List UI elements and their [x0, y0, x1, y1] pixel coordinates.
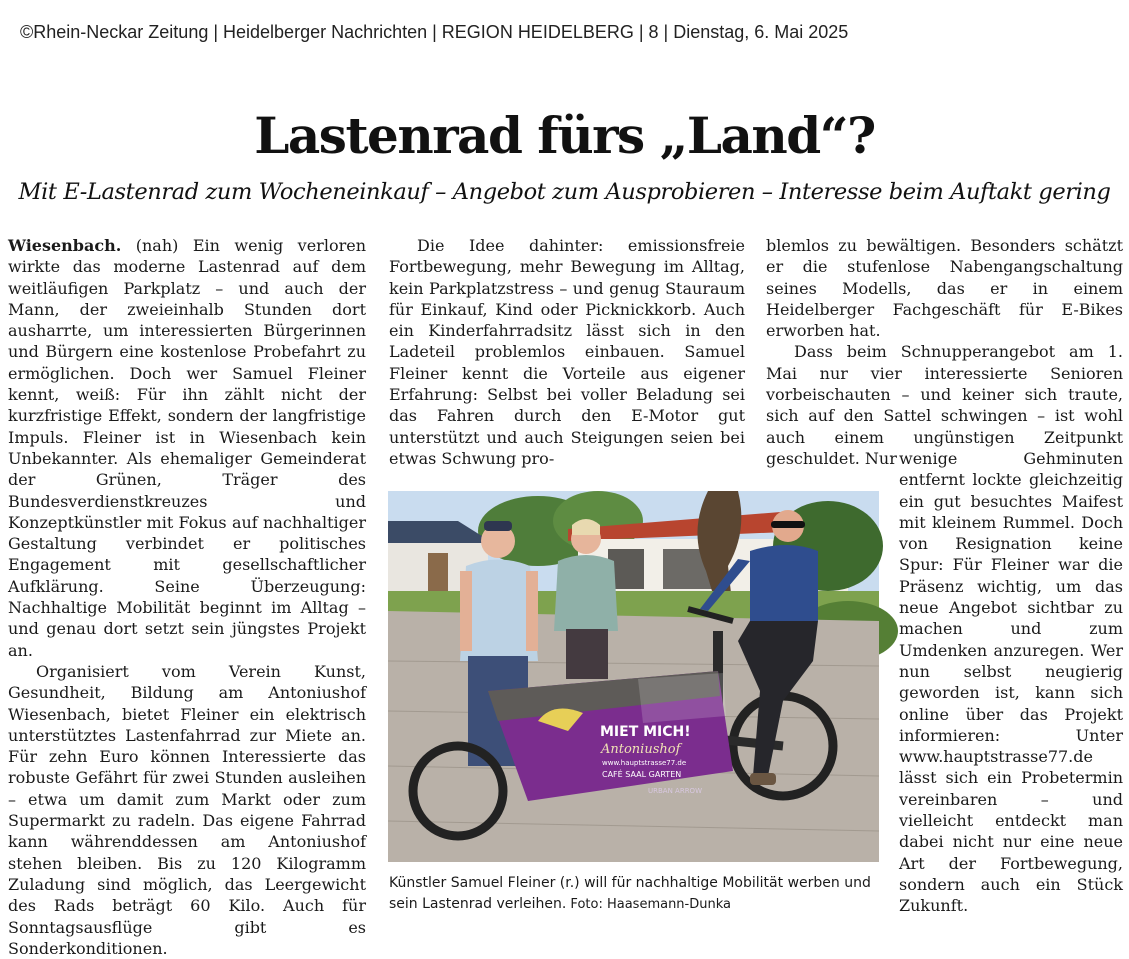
paragraph-4: blemlos zu bewältigen. Besonders schätzt er die stufenlose Nabengangschaltung seines Modells, das er in einem Heidelberger Fachgeschäft für E-Bikes erworben hat. — [766, 236, 1123, 341]
paragraph-3: Die Idee dahinter: emissionsfreie Fortbewegung, mehr Bewegung im Alltag, kein Parkplatzstress – und genug Stauraum für Einkauf, Kind oder Picknickkorb. Auch ein Kinderfahrradsitz lässt sich in den Ladeteil problemlos einbauen. Samuel Fleiner kennt die Vorteile aus eigener Erfahrung: Selbst bei voller Beladung sei das Fahren durch den E-Motor gut unterstützt und auch Steigungen seien bei etwas Schwung pro- — [389, 236, 745, 468]
paragraph-2: Organisiert vom Verein Kunst, Gesundheit, Bildung am Antoniushof Wiesenbach, bietet Fleiner ein elektrisch unterstütztes Lastenfahrrad zur Miete an. Für zehn Euro können Interessierte das robuste Gefährt für zwei Stunden ausleihen – etwa um damit zum Markt oder zum Supermarkt zu radeln. Das eigene Fahrrad kann währenddessen am Antoniushof stehen bleiben. Bis zu 120 Kilogramm Zuladung sind möglich, das Leergewicht des Rads beträgt 60 Kilo. Auch für Sonntagsausflüge gibt es Sonderkonditionen. — [8, 661, 366, 958]
box-label-4: CAFÉ SAAL GARTEN — [602, 770, 682, 779]
paragraph-1 — [8, 235, 366, 661]
brand-label: URBAN ARROW — [648, 787, 702, 795]
headline: Lastenrad fürs „Land“? — [254, 106, 875, 165]
article-column-1 — [8, 235, 366, 959]
dateline: Wiesenbach. — [8, 236, 122, 255]
box-label-3: www.hauptstrasse77.de — [602, 759, 687, 767]
box-label-1: MIET MICH! — [600, 724, 691, 740]
subheadline: Mit E-Lastenrad zum Wocheneinkauf – Angebot zum Ausprobieren – Interesse beim Auftakt gering — [18, 179, 1111, 205]
article-photo — [388, 491, 879, 862]
paragraph-5-continued: wenige Gehminuten entfernt lockte gleichzeitig ein gut besuchtes Maifest mit kleinem Rummel. Doch von Resignation keine Spur: Für Fleiner war die Präsenz wichtig, um das neue Angebot sichtbar zu machen und zum Umdenken anzuregen. Wer nun selbst neugierig geworden ist, kann sich online über das Projekt informieren: Unter www.hauptstrasse77.de lässt sich ein Probetermin vereinbaren – und vielleicht entdeckt man dabei nicht nur eine neue Art der Fortbewegung, sondern auch ein Stück Zukunft. — [899, 449, 1123, 916]
photo-credit: Foto: Haasemann-Dunka — [566, 897, 731, 912]
article-column-3 — [766, 235, 1123, 469]
article-column-3-continued — [899, 448, 1123, 917]
box-label-2: Antoniushof — [601, 742, 681, 757]
paragraph-1-text: (nah) Ein wenig verloren wirkte das moderne Lastenrad auf dem weitläufigen Parkplatz – und auch der Mann, der zweieinhalb Stunden dort ausharrte, um interessierten Bürgerinnen und Bürgern eine kostenlose Probefahrt zu ermöglichen. Doch wer Samuel Fleiner kennt, weiß: Für ihn zählt nicht der kurzfristige Effekt, sondern der langfristige Impuls. Fleiner ist in Wiesenbach kein Unbekannter. Als ehemaliger Gemeinderat der Grünen, Träger des Bundesverdienstkreuzes und Konzeptkünstler mit Fokus auf nachhaltiger Gestaltung verbindet er politisches Engagement mit gesellschaftlicher Aufklärung. Seine Überzeugung: Nachhaltige Mobilität beginnt im Alltag – und genau dort setzt sein jüngstes Projekt an. — [8, 236, 366, 660]
source-header: ©Rhein-Neckar Zeitung | Heidelberger Nachrichten | REGION HEIDELBERG | 8 | Dienstag, 6. Mai 2025 — [20, 22, 849, 42]
paragraph-5: Dass beim Schnupperangebot am 1. Mai nur vier interessierte Senioren vorbeischauten – und keiner sich traute, sich auf den Sattel schwingen – ist wohl auch einem ungünstigen Zeitpunkt geschuldet. Nur — [766, 342, 1123, 468]
caption-text: Künstler Samuel Fleiner (r.) will für nachhaltige Mobilität werben und sein Lastenrad verleihen. — [389, 875, 871, 912]
photo-caption — [389, 873, 884, 915]
article-column-2 — [389, 235, 745, 469]
